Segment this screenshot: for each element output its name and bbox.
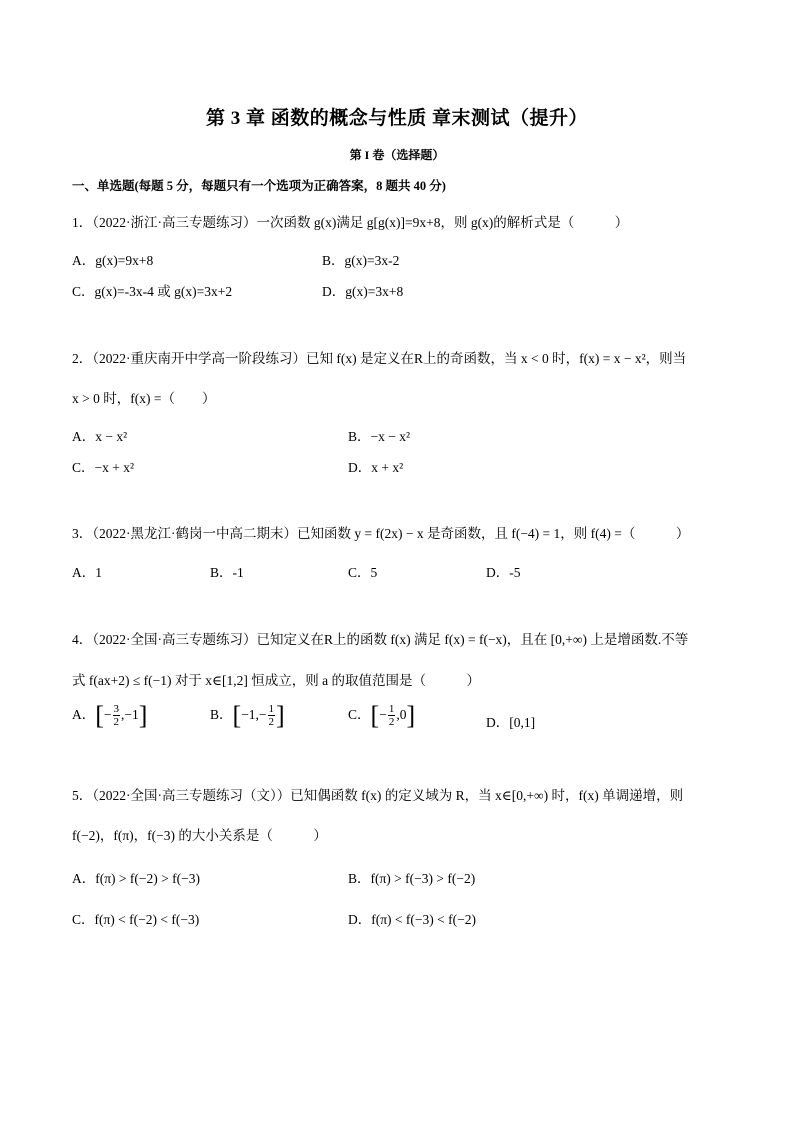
question-3-option-d: D．-5 xyxy=(486,565,521,580)
option-a-label: A． xyxy=(72,707,96,722)
page-title: 第 3 章 函数的概念与性质 章末测试（提升） xyxy=(205,108,588,129)
option-b-label: B． xyxy=(210,707,233,722)
question-1-option-c: C．g(x)=-3x-4 或 g(x)=3x+2 xyxy=(72,284,233,299)
question-2-stem-line1: 2．（2022·重庆南开中学高一阶段练习）已知 f(x) 是定义在R上的奇函数，当 x < 0 时，f(x) = x − x²，则当 xyxy=(72,351,687,366)
question-1-option-a: A．g(x)=9x+8 xyxy=(72,253,154,268)
question-3-option-c: C．5 xyxy=(348,565,378,580)
question-5-option-a: A．f(π) > f(−2) > f(−3) xyxy=(72,871,200,886)
question-4-stem-line1: 4．（2022·全国·高三专题练习）已知定义在R上的函数 f(x) 满足 f(x) = f(−x)，且在 [0,+∞) 上是增函数.不等 xyxy=(72,632,689,647)
option-b-denominator: 2 xyxy=(268,716,275,729)
option-c-label: C． xyxy=(348,707,371,722)
question-4-option-b: B．[−1,− $\frac{1}{2}$ ] xyxy=(210,700,285,730)
section-subtitle: 第 I 卷（选择题） xyxy=(349,148,445,162)
question-2-option-a: A．x − x² xyxy=(72,429,128,444)
question-2-option-d: D．x + x² xyxy=(348,460,404,475)
question-2-stem-line2: x > 0 时，f(x) =（ ） xyxy=(72,391,216,406)
option-a-rest: ,−1 xyxy=(121,707,139,722)
question-1-stem: 1．（2022·浙江·高三专题练习）一次函数 g(x)满足 g[g(x)]=9x+8，则 g(x)的解析式是（ ） xyxy=(72,215,629,230)
question-4-stem-line2: 式 f(ax+2) ≤ f(−1) 对于 x∈[1,2] 恒成立，则 a 的取值范围是（ ） xyxy=(72,673,480,688)
option-b-prefix: −1,− xyxy=(241,707,267,722)
question-4-option-d: D．[0,1] xyxy=(486,715,536,730)
question-1-option-d: D．g(x)=3x+8 xyxy=(322,284,404,299)
question-2-option-b: B．−x − x² xyxy=(348,429,411,444)
option-a-numerator: 3 xyxy=(113,703,120,716)
question-3-stem: 3．（2022·黑龙江·鹤岗一中高二期末）已知函数 y = f(2x) − x 是奇函数，且 f(−4) = 1，则 f(4) =（ ） xyxy=(72,526,690,541)
question-3-option-a: A．1 xyxy=(72,565,102,580)
option-c-rest: ,0 xyxy=(396,707,407,722)
option-b-numerator: 1 xyxy=(268,703,275,716)
question-3-option-b: B．-1 xyxy=(210,565,244,580)
question-2-option-c: C．−x + x² xyxy=(72,460,135,475)
question-5-option-c: C．f(π) < f(−2) < f(−3) xyxy=(72,912,200,927)
question-4-option-a: A．[− $\frac{3}{2}$ ,−1] xyxy=(72,700,148,730)
question-5-option-b: B．f(π) > f(−3) > f(−2) xyxy=(348,871,476,886)
option-c-numerator: 1 xyxy=(388,703,395,716)
question-5-option-d: D．f(π) < f(−3) < f(−2) xyxy=(348,912,476,927)
section-heading: 一、单选题(每题 5 分，每题只有一个选项为正确答案，8 题共 40 分) xyxy=(72,179,446,193)
question-1-option-b: B．g(x)=3x-2 xyxy=(322,253,400,268)
option-a-denominator: 2 xyxy=(113,716,120,729)
question-5-stem-line2: f(−2)，f(π)，f(−3) 的大小关系是（ ） xyxy=(72,828,327,843)
question-4-option-c: C．[− $\frac{1}{2}$ ,0] xyxy=(348,700,416,730)
option-c-denominator: 2 xyxy=(388,716,395,729)
question-5-stem-line1: 5．（2022·全国·高三专题练习（文））已知偶函数 f(x) 的定义域为 R，当 x∈[0,+∞) 时，f(x) 单调递增，则 xyxy=(72,788,684,803)
